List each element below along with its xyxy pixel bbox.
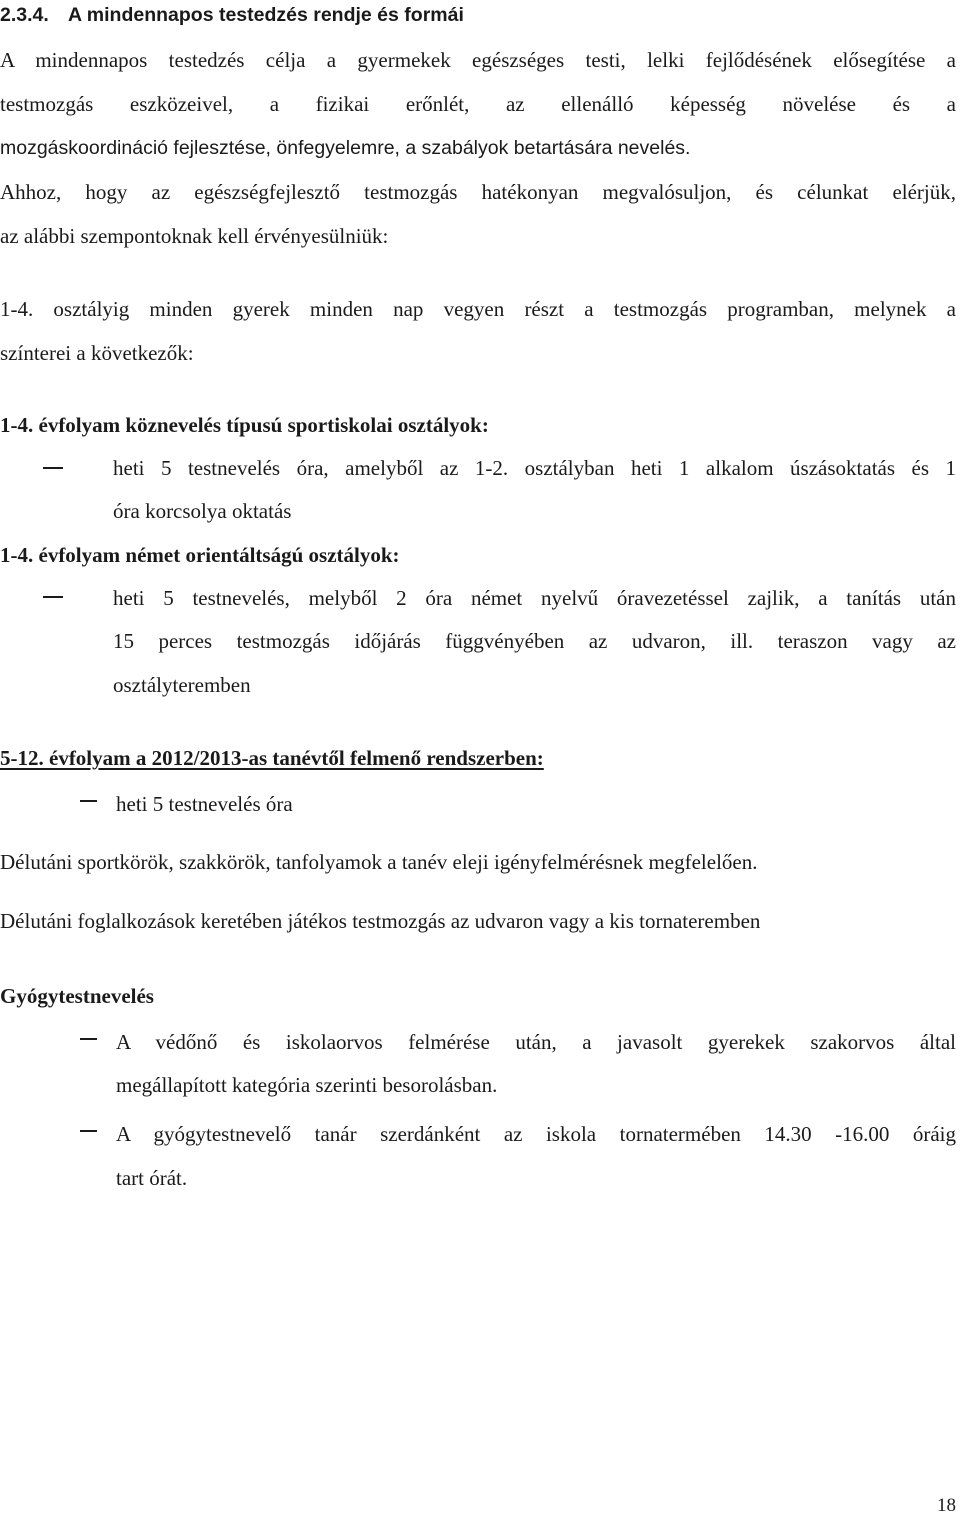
lower-grades-line-1: 1-4. osztályig minden gyerek minden nap vegyen részt a testmozgás programban, melynek a [0,297,956,321]
sport-classes-item-line-1: heti 5 testnevelés óra, amelyből az 1-2. osztályban heti 1 alkalom úszásoktatás és 1 [113,456,956,480]
sport-classes-item-line-2: óra korcsolya oktatás [113,499,292,523]
afternoon-line-2: Délutáni foglalkozások keretében játékos testmozgás az udvaron vagy a kis tornateremben [0,909,761,933]
remedial-item-1-line-1: A védőnő és iskolaorvos felmérése után, a javasolt gyerekek szakorvos által [116,1030,956,1054]
section-title: A mindennapos testedzés rendje és formái [68,4,464,26]
intro-line-3: mozgáskoordináció fejlesztése, önfegyelemre, a szabályok betartására nevelés. [0,137,691,159]
remedial-item-2-line-1: A gyógytestnevelő tanár szerdánként az iskola tornatermében 14.30 -16.00 óráig [116,1122,956,1146]
dash-bullet [80,1038,97,1040]
remedial-item-1-line-2: megállapított kategória szerinti besorolásban. [116,1073,498,1097]
dash-bullet [80,1130,97,1132]
german-classes-item-line-3: osztályteremben [113,673,251,697]
lower-grades-line-2: színterei a következők: [0,341,194,365]
section-heading [0,2,464,28]
german-classes-title: 1-4. évfolyam német orientáltságú osztályok: [0,543,400,567]
remedial-title: Gyógytestnevelés [0,984,154,1008]
dash-bullet [43,596,63,598]
german-classes-item-line-1: heti 5 testnevelés, melyből 2 óra német nyelvű óravezetéssel zajlik, a tanítás után [113,586,956,610]
upper-grades-item: heti 5 testnevelés óra [116,792,293,816]
dash-bullet [80,800,97,802]
intro-line-5: az alábbi szempontoknak kell érvényesülniük: [0,224,389,248]
intro-line-2: testmozgás eszközeivel, a fizikai erőnlét, az ellenálló képesség növelése és a [0,92,956,116]
upper-grades-title: 5-12. évfolyam a 2012/2013-as tanévtől felmenő rendszerben: [0,746,544,770]
sport-classes-title: 1-4. évfolyam köznevelés típusú sportiskolai osztályok: [0,413,489,437]
afternoon-line-1: Délutáni sportkörök, szakkörök, tanfolyamok a tanév eleji igényfelmérésnek megfelelően. [0,850,758,874]
page-number: 18 [937,1495,956,1516]
section-number: 2.3.4. [0,4,49,26]
dash-bullet [43,467,63,469]
german-classes-item-line-2: 15 perces testmozgás időjárás függvényében az udvaron, ill. teraszon vagy az [113,629,956,653]
intro-line-1: A mindennapos testedzés célja a gyermekek egészséges testi, lelki fejlődésének elősegítése a [0,48,956,72]
remedial-item-2-line-2: tart órát. [116,1166,188,1190]
intro-line-4: Ahhoz, hogy az egészségfejlesztő testmozgás hatékonyan megvalósuljon, és célunkat elérjük, [0,180,956,204]
